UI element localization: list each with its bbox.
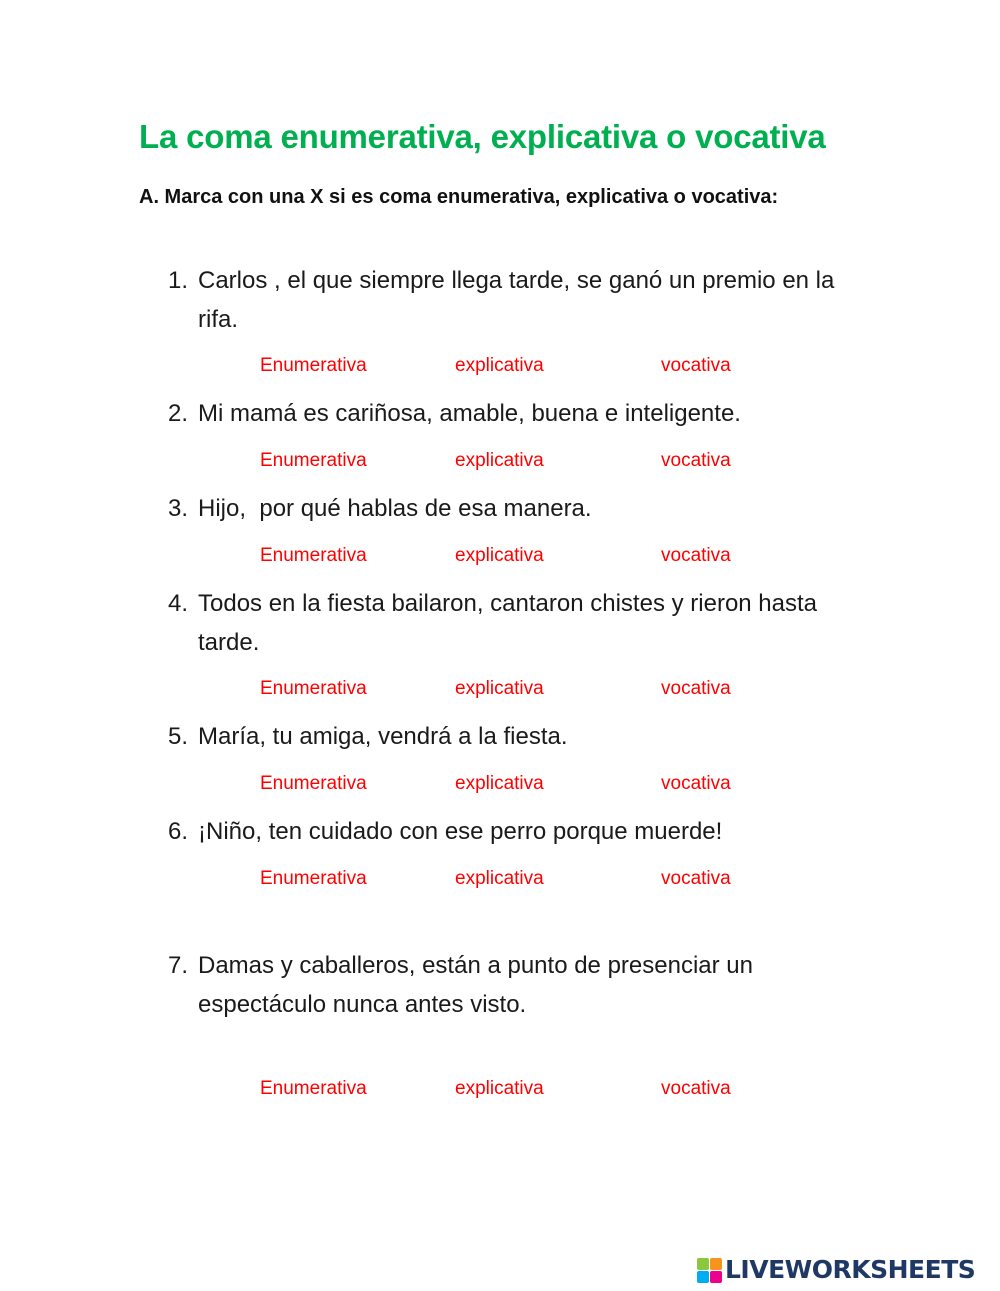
question-4 (168, 584, 848, 662)
page-title: La coma enumerativa, explicativa o vocativa (139, 118, 826, 155)
question-1 (168, 261, 848, 339)
question-number: 5. (168, 723, 189, 750)
question-text: Todos en la fiesta bailaron, cantaron chistes y rieron hasta tarde. (198, 590, 818, 656)
option-enumerativa[interactable]: Enumerativa (260, 1078, 367, 1099)
option-explicativa[interactable]: explicativa (455, 773, 544, 794)
question-text: Hijo, por qué hablas de esa manera. (198, 495, 592, 522)
question-7 (168, 946, 848, 1024)
option-vocativa[interactable]: vocativa (661, 868, 731, 889)
liveworksheets-logo-icon (697, 1258, 722, 1283)
option-explicativa[interactable]: explicativa (455, 545, 544, 566)
question-2 (168, 394, 848, 433)
option-enumerativa[interactable]: Enumerativa (260, 450, 367, 471)
liveworksheets-logo-text: LIVEWORKSHEETS (725, 1255, 976, 1284)
liveworksheets-logo[interactable] (697, 1256, 975, 1284)
logo-square (710, 1271, 722, 1283)
question-number: 1. (168, 267, 189, 294)
question-number: 2. (168, 400, 189, 427)
option-explicativa[interactable]: explicativa (455, 1078, 544, 1099)
question-number: 4. (168, 590, 189, 617)
option-enumerativa[interactable]: Enumerativa (260, 868, 367, 889)
option-explicativa[interactable]: explicativa (455, 355, 544, 376)
option-explicativa[interactable]: explicativa (455, 868, 544, 889)
option-vocativa[interactable]: vocativa (661, 773, 731, 794)
option-vocativa[interactable]: vocativa (661, 545, 731, 566)
question-text: Carlos , el que siempre llega tarde, se ganó un premio en la rifa. (198, 267, 835, 333)
option-enumerativa[interactable]: Enumerativa (260, 545, 367, 566)
option-enumerativa[interactable]: Enumerativa (260, 355, 367, 376)
question-number: 6. (168, 818, 189, 845)
question-text: Mi mamá es cariñosa, amable, buena e inteligente. (198, 400, 741, 427)
logo-square (710, 1258, 722, 1270)
option-vocativa[interactable]: vocativa (661, 678, 731, 699)
option-explicativa[interactable]: explicativa (455, 678, 544, 699)
logo-square (697, 1258, 709, 1270)
instruction-text: A. Marca con una X si es coma enumerativa, explicativa o vocativa: (139, 186, 779, 208)
question-text: María, tu amiga, vendrá a la fiesta. (198, 723, 568, 750)
question-number: 3. (168, 495, 189, 522)
question-6 (168, 812, 848, 851)
option-enumerativa[interactable]: Enumerativa (260, 678, 367, 699)
question-text: ¡Niño, ten cuidado con ese perro porque muerde! (198, 818, 723, 845)
option-explicativa[interactable]: explicativa (455, 450, 544, 471)
option-enumerativa[interactable]: Enumerativa (260, 773, 367, 794)
logo-square (697, 1271, 709, 1283)
question-number: 7. (168, 952, 189, 979)
option-vocativa[interactable]: vocativa (661, 1078, 731, 1099)
question-3 (168, 489, 848, 528)
option-vocativa[interactable]: vocativa (661, 450, 731, 471)
option-vocativa[interactable]: vocativa (661, 355, 731, 376)
question-text: Damas y caballeros, están a punto de presenciar un espectáculo nunca antes visto. (198, 952, 753, 1018)
question-5 (168, 717, 848, 756)
